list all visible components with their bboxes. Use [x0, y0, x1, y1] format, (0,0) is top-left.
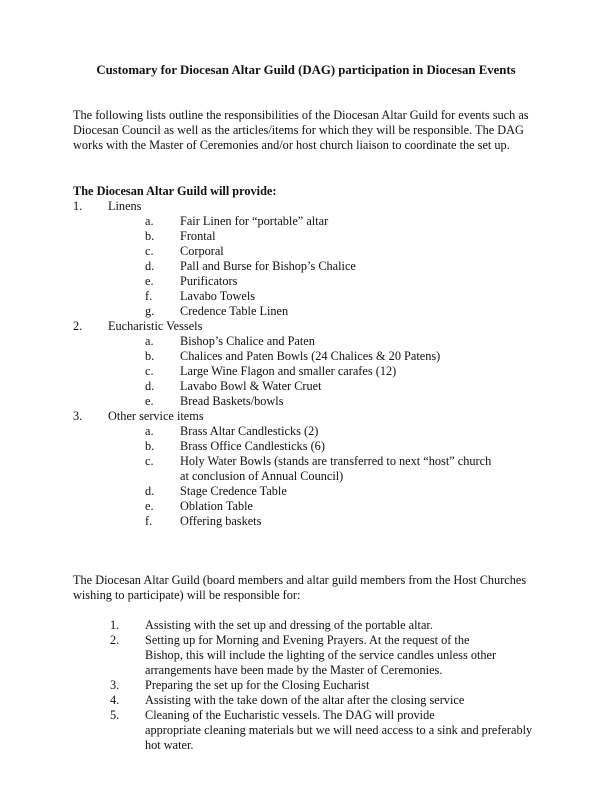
item-text: Lavabo Towels — [180, 289, 256, 303]
item-text: Bishop’s Chalice and Paten — [180, 334, 315, 348]
responsibility-text: arrangements have been made by the Master of Ceremonies. — [145, 663, 443, 677]
item-letter: b. — [145, 349, 155, 363]
item-letter: d. — [145, 484, 155, 498]
item-letter: c. — [145, 364, 154, 378]
item-letter: e. — [145, 499, 154, 513]
section-label: Other service items — [108, 409, 204, 423]
item-letter: d. — [145, 379, 155, 393]
responsibility-number: 2. — [110, 633, 120, 647]
intro-line: The following lists outline the responsibilities of the Diocesan Altar Guild for events such as — [73, 108, 529, 122]
item-text: Fair Linen for “portable” altar — [180, 214, 329, 228]
item-letter: b. — [145, 439, 155, 453]
responsibility-text: Assisting with the set up and dressing of the portable altar. — [145, 618, 433, 632]
item-text: Brass Office Candlesticks (6) — [180, 439, 325, 453]
responsibility-number: 5. — [110, 708, 120, 722]
item-text: Bread Baskets/bowls — [180, 394, 284, 408]
item-text: Pall and Burse for Bishop’s Chalice — [180, 259, 356, 273]
responsibility-text: Cleaning of the Eucharistic vessels. The DAG will provide — [145, 708, 435, 722]
item-text: Stage Credence Table — [180, 484, 287, 498]
item-letter: a. — [145, 424, 154, 438]
item-letter: a. — [145, 214, 154, 228]
item-text: Offering baskets — [180, 514, 262, 528]
section-number: 1. — [73, 199, 83, 213]
item-text: Credence Table Linen — [180, 304, 289, 318]
section-label: Linens — [108, 199, 142, 213]
document-title: Customary for Diocesan Altar Guild (DAG) participation in Diocesan Events — [96, 63, 516, 77]
item-letter: g. — [145, 304, 155, 318]
responsibility-text: Preparing the set up for the Closing Eucharist — [145, 678, 370, 692]
item-text: Brass Altar Candlesticks (2) — [180, 424, 319, 438]
responsible-paragraph — [73, 573, 573, 603]
item-letter: e. — [145, 274, 154, 288]
intro-paragraph — [73, 108, 573, 153]
item-text: Lavabo Bowl & Water Cruet — [180, 379, 322, 393]
responsibility-text: Bishop, this will include the lighting of the service candles unless other — [145, 648, 497, 662]
item-text: Purificators — [180, 274, 238, 288]
section-label: Eucharistic Vessels — [108, 319, 203, 333]
item-text: Large Wine Flagon and smaller carafes (12) — [180, 364, 397, 378]
responsibility-number: 3. — [110, 678, 120, 692]
responsibility-text: Setting up for Morning and Evening Prayers. At the request of the — [145, 633, 470, 647]
item-letter: c. — [145, 244, 154, 258]
responsible-line: The Diocesan Altar Guild (board members and altar guild members from the Host Churches — [73, 573, 527, 587]
intro-line: works with the Master of Ceremonies and/or host church liaison to coordinate the set up. — [73, 138, 510, 152]
item-letter: a. — [145, 334, 154, 348]
item-text: at conclusion of Annual Council) — [180, 469, 344, 483]
intro-line: Diocesan Council as well as the articles/items for which they will be responsible. The DAG — [73, 123, 524, 137]
item-letter: c. — [145, 454, 154, 468]
section-number: 2. — [73, 319, 83, 333]
responsibility-text: Assisting with the take down of the altar after the closing service — [145, 693, 465, 707]
item-letter: d. — [145, 259, 155, 273]
item-text: Frontal — [180, 229, 216, 243]
responsibility-number: 4. — [110, 693, 120, 707]
responsible-line: wishing to participate) will be responsible for: — [73, 588, 301, 602]
item-text: Holy Water Bowls (stands are transferred to next “host” church — [180, 454, 492, 468]
responsibility-number: 1. — [110, 618, 120, 632]
section-number: 3. — [73, 409, 83, 423]
item-letter: f. — [145, 289, 153, 303]
item-text: Chalices and Paten Bowls (24 Chalices & 20 Patens) — [180, 349, 441, 363]
item-letter: f. — [145, 514, 153, 528]
responsibility-text: hot water. — [145, 738, 194, 752]
item-letter: e. — [145, 394, 154, 408]
item-text: Oblation Table — [180, 499, 254, 513]
item-text: Corporal — [180, 244, 224, 258]
item-letter: b. — [145, 229, 155, 243]
responsibility-text: appropriate cleaning materials but we will need access to a sink and preferably — [145, 723, 533, 737]
provide-heading: The Diocesan Altar Guild will provide: — [73, 184, 277, 198]
